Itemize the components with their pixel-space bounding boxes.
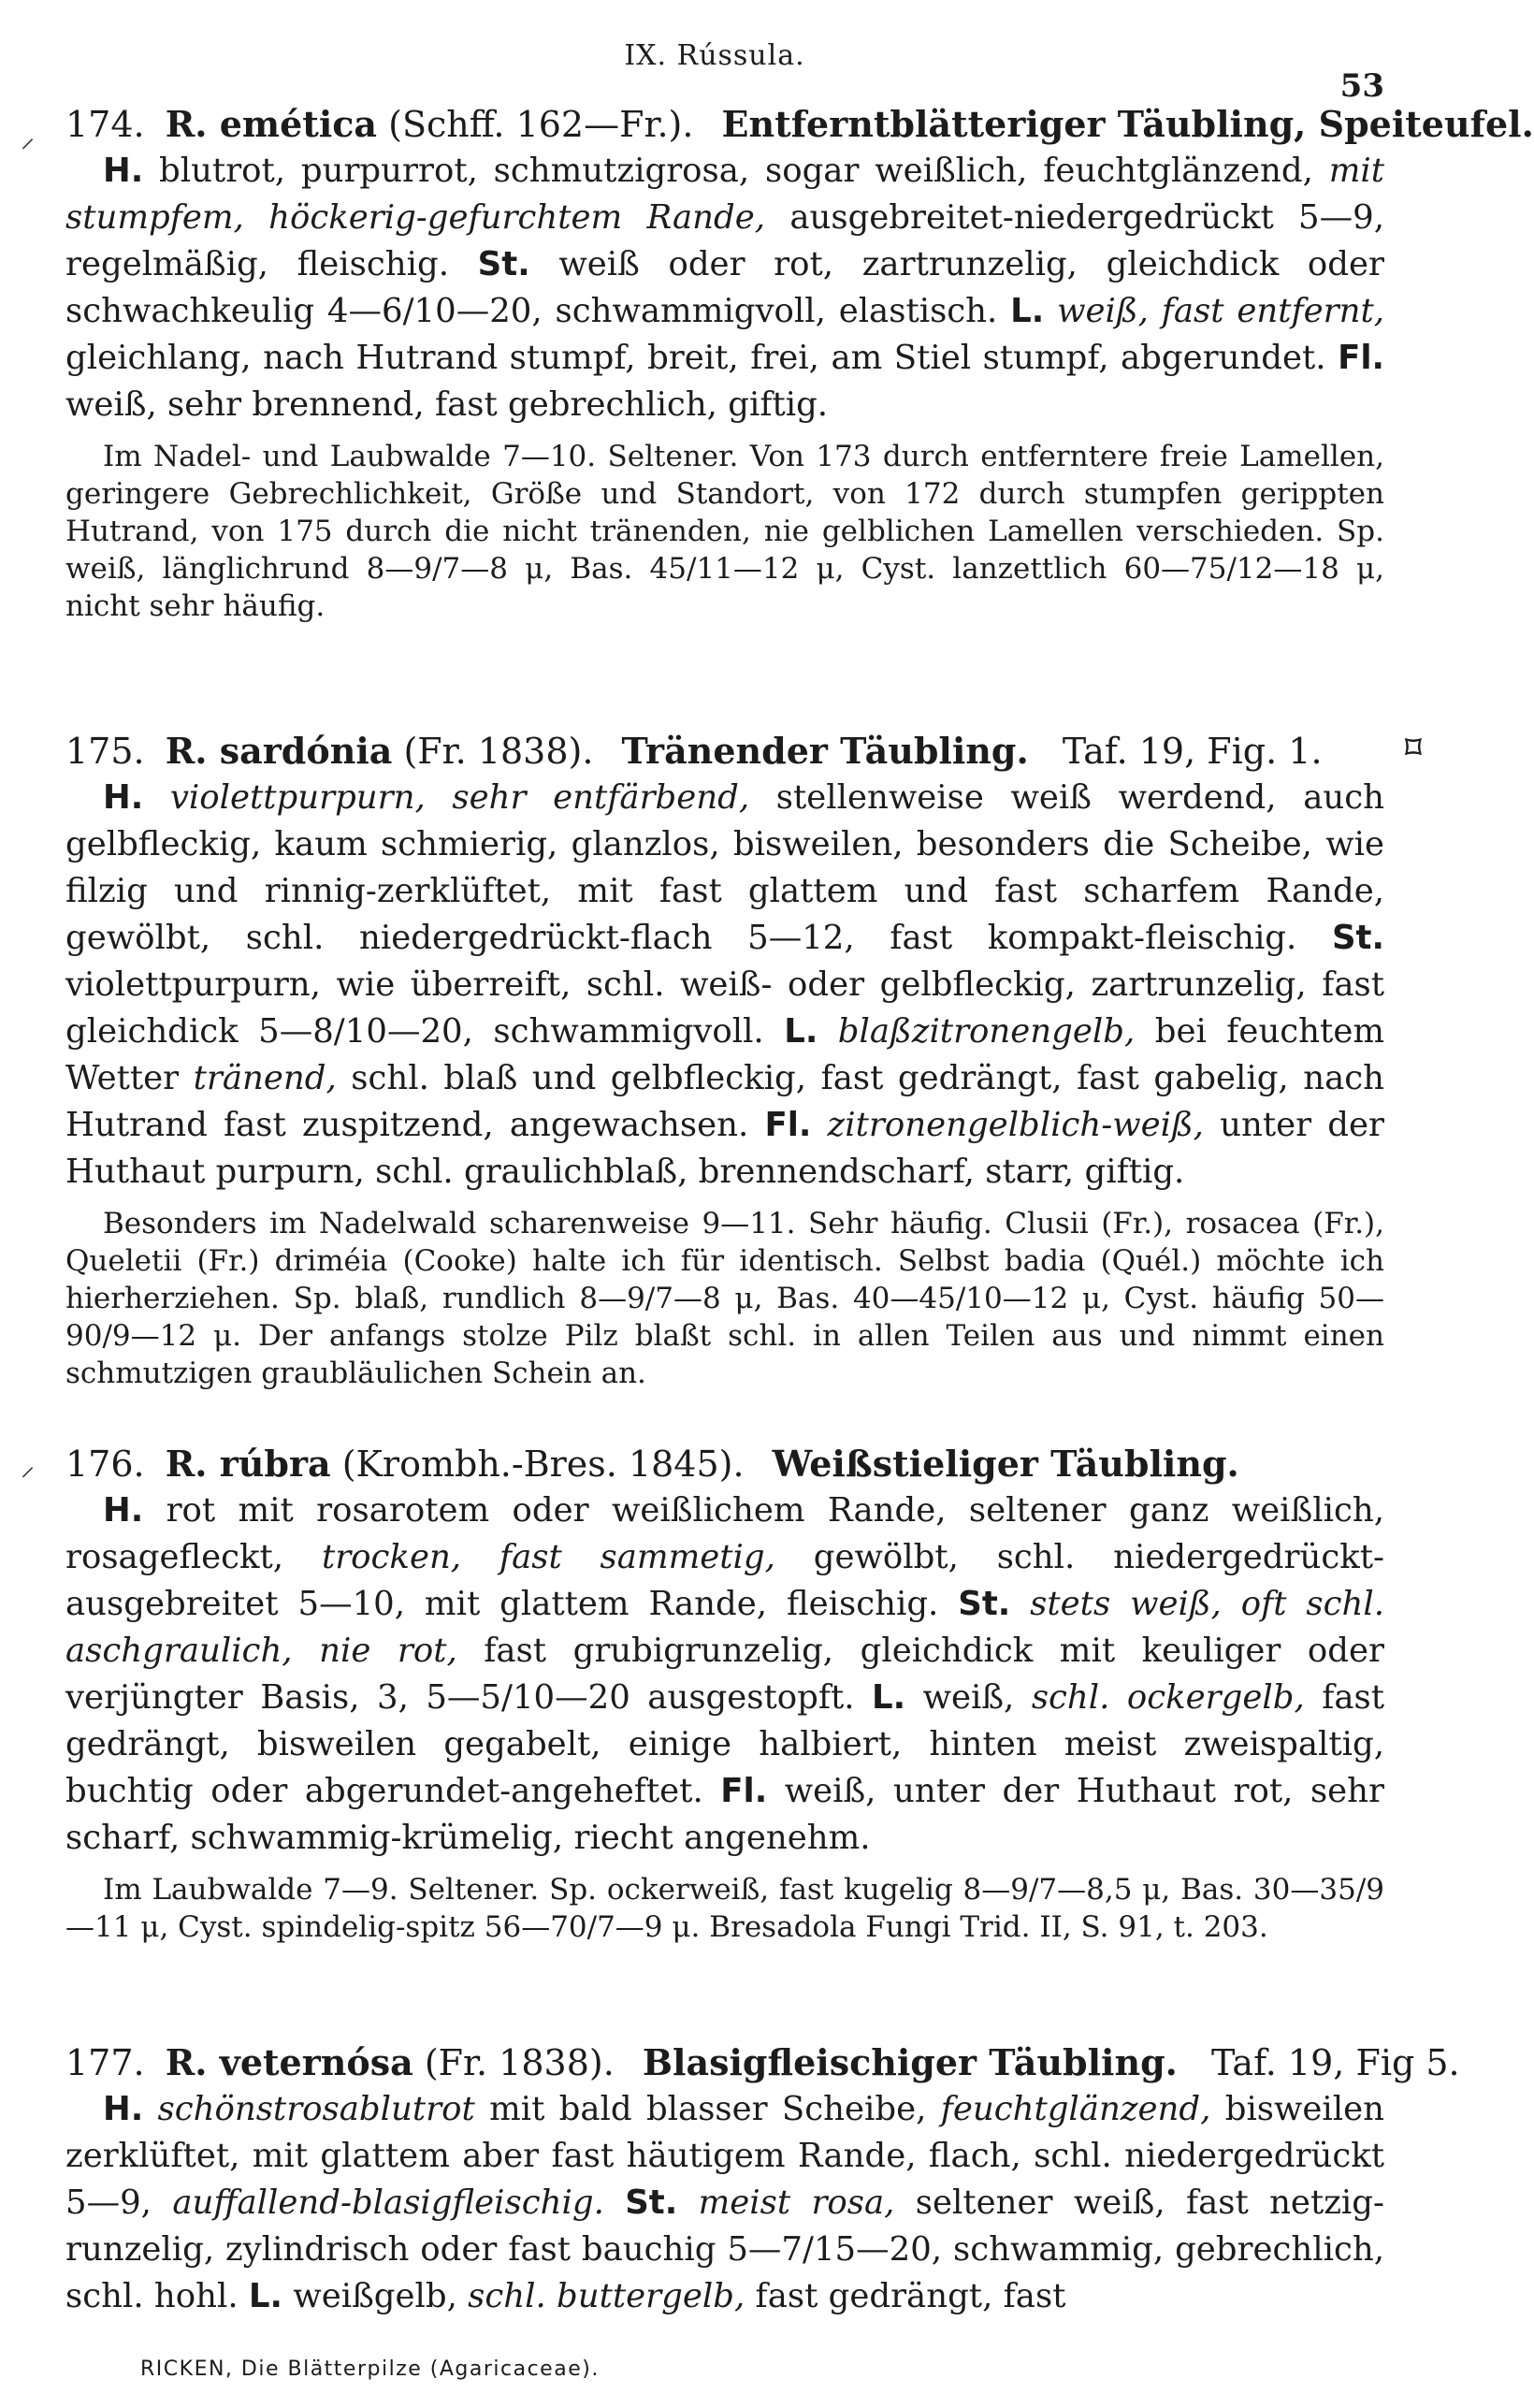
italic-text: blaßzitronengelb, [818, 1012, 1136, 1051]
description [65, 2086, 1384, 2320]
body-text: rot mit rosarotem oder weißlichem Rande, seltener ganz weißlich, rosagefleckt, [65, 1491, 1384, 1576]
field-key: L. [1010, 292, 1045, 330]
species-name: R. sardónia [165, 730, 393, 772]
body-text: violettpurpurn, wie überreift, schl. weiß- oder gelbfleckig, zartrunzelig, fast gleichdick 5—8/10—20, schwammigvoll. [65, 965, 1384, 1051]
italic-text: auffallend-blasigfleischig. [172, 2183, 604, 2222]
plate-reference: Taf. 19, Fig 5. [1211, 2042, 1460, 2083]
body-text: seltener weiß, fast netzig-runzelig, zylindrisch oder fast bauchig 5—7/15—20, schwammig, gebrechlich, schl. hohl. [65, 2183, 1384, 2315]
field-key: Fl. [1338, 339, 1384, 377]
italic-text: schl. buttergelb, [468, 2277, 745, 2315]
body-text: gewölbt, schl. niedergedrückt-ausgebreitet 5—10, mit glattem Rande, fleischig. [65, 1538, 1385, 1623]
body-text: unter der Huthaut purpurn, schl. graulichblaß, brennendscharf, starr, giftig. [65, 1106, 1384, 1191]
entry-176 [65, 1441, 1384, 1946]
body-text: fast gedrängt, fast [745, 2277, 1066, 2315]
body-text: weiß, unter der Huthaut rot, sehr scharf, schwammig-krümelig, riecht angenehm. [65, 1772, 1385, 1857]
field-key: Fl. [764, 1106, 812, 1144]
body-text: schl. blaß und gelbfleckig, fast gedrängt, fast gabelig, nach Hutrand fast zuspitzend, angewachsen. [65, 1059, 1384, 1144]
note: Im Nadel- und Laubwalde 7—10. Seltener. Von 173 durch entferntere freie Lamellen, geringere Gebrechlichkeit, Größe und Standort, von 172 durch stumpfen gerippten Hutrand, von 175 durch die nicht tränenden, nie gelblichen Lamellen verschieden. Sp. weiß, länglichrund 8—9/7—8 μ, Bas. 45/11—12 μ, Cyst. lanzettlich 60—75/12—18 μ, nicht sehr häufig. [65, 440, 1384, 623]
field-key: St. [625, 2183, 678, 2222]
body-text: blutrot, purpurrot, schmutzigrosa, sogar weißlich, feuchtglänzend, [143, 152, 1329, 190]
entry-number: 177. [65, 2042, 145, 2083]
entry-175 [65, 728, 1384, 1392]
field-key: L. [248, 2277, 283, 2315]
entry-number: 175. [65, 731, 145, 772]
body-text: stellenweise weiß werdend, auch gelbfleckig, kaum schmierig, glanzlos, bisweilen, besonders die Scheibe, wie filzig und rinnig-zerklüftet, mit fast glattem und fast scharfem Rande, gewölbt, schl. niedergedrückt-flach 5—12, fast kompakt-fleischig. [65, 778, 1384, 957]
field-key: H. [103, 152, 144, 190]
species-name: R. rúbra [165, 1443, 331, 1485]
authority: (Fr. 1838). [424, 2042, 615, 2083]
entry-number: 174. [65, 104, 145, 145]
italic-text: tränend, [193, 1059, 337, 1097]
field-key: H. [103, 778, 144, 817]
body-text [604, 2183, 625, 2222]
body-text: ausgebreitet-niedergedrückt 5—9, regelmäßig, fleischig. [65, 198, 1385, 283]
italic-text: schl. ockergelb, [1031, 1678, 1305, 1717]
field-key: L. [872, 1678, 906, 1717]
italic-text: stets weiß, oft schl. aschgraulich, nie rot, [65, 1585, 1385, 1670]
note: Im Laubwalde 7—9. Seltener. Sp. ockerweiß, fast kugelig 8—9/7—8,5 μ, Bas. 30—35/9—11 μ, Cyst. spindelig-spitz 56—70/7—9 μ. Bresadola Fungi Trid. II, S. 91, t. 203. [65, 1873, 1384, 1944]
body-text: weißgelb, [282, 2277, 469, 2315]
field-key: Fl. [720, 1772, 768, 1810]
italic-text: mit stumpfem, höckerig-gefurchtem Rande, [65, 152, 1384, 237]
description [65, 775, 1384, 1196]
body-text: mit bald blasser Scheibe, [474, 2090, 941, 2128]
common-name: Weißstieliger Täubling. [772, 1443, 1239, 1485]
running-head: IX. Rússula. [624, 39, 805, 72]
authority: (Schff. 162—Fr.). [388, 104, 694, 145]
authority: (Fr. 1838). [403, 731, 594, 772]
entry-heading [65, 728, 1384, 775]
plate-reference: Taf. 19, Fig. 1. [1062, 731, 1323, 772]
entry-heading [65, 101, 1534, 148]
footer-imprint: RICKEN, Die Blätterpilze (Agaricaceae). [140, 2357, 600, 2381]
side-mark: ⌑ [1404, 730, 1422, 767]
margin-mark-176: ⸝ [21, 1450, 35, 1483]
field-key: L. [784, 1012, 818, 1051]
margin-mark-174: ⸝ [21, 122, 35, 154]
italic-text: meist rosa, [677, 2183, 895, 2222]
note: Besonders im Nadelwald scharenweise 9—11. Sehr häufig. Clusii (Fr.), rosacea (Fr.), Queletii (Fr.) driméia (Cooke) halte ich für identisch. Selbst badia (Quél.) möchte ich hierherziehen. Sp. blaß, rundlich 8—9/7—8 μ, Bas. 40—45/10—12 μ, Cyst. häufig 50—90/9—12 μ. Der anfangs stolze Pilz blaßt schl. in allen Teilen aus und nimmt einen schmutzigen graubläulichen Schein an. [65, 1207, 1384, 1390]
species-name: R. emética [165, 103, 378, 145]
body-text: bei feuchtem Wetter [65, 1012, 1384, 1097]
italic-text: schönstrosablutrot [143, 2090, 475, 2128]
page-number: 53 [1339, 67, 1384, 105]
common-name: Blasigfleischiger Täubling. [642, 2041, 1178, 2083]
entry-174 [65, 101, 1534, 625]
field-key: St. [958, 1585, 1011, 1623]
italic-text: violettpurpurn, sehr entfärbend, [143, 778, 750, 817]
entry-number: 176. [65, 1443, 145, 1485]
entry-heading [65, 1441, 1384, 1487]
description [65, 148, 1384, 428]
entry-177 [65, 2039, 1460, 2320]
body-text: weiß, [905, 1678, 1032, 1717]
species-name: R. veternósa [165, 2041, 413, 2083]
authority: (Krombh.-Bres. 1845). [341, 1443, 745, 1485]
body-text: fast gedrängt, bisweilen gegabelt, einige halbiert, hinten meist zweispaltig, buchtig oder abgerundet-angeheftet. [65, 1678, 1384, 1810]
body-text: gleichlang, nach Hutrand stumpf, breit, frei, am Stiel stumpf, abgerundet. [65, 339, 1339, 377]
body-text: bisweilen zerklüftet, mit glattem aber fast häutigem Rande, flach, schl. niedergedrückt 5—9, [65, 2090, 1384, 2222]
field-key: H. [103, 1491, 144, 1530]
field-key: St. [477, 245, 530, 283]
body-text: fast grubigrunzelig, gleichdick mit keuliger oder verjüngter Basis, 3, 5—5/10—20 ausgestopft. [65, 1632, 1385, 1717]
italic-text: weiß, fast entfernt, [1044, 292, 1384, 330]
body-text: weiß, sehr brennend, fast gebrechlich, giftig. [65, 385, 829, 424]
italic-text: zitronengelblich-weiß, [811, 1106, 1204, 1144]
italic-text: trocken, fast sammetig, [321, 1538, 775, 1576]
field-key: St. [1331, 919, 1384, 957]
common-name: Entferntblätteriger Täubling, Speiteufel. [721, 103, 1534, 145]
description [65, 1487, 1384, 1862]
field-key: H. [103, 2090, 144, 2128]
italic-text: feuchtglänzend, [940, 2090, 1211, 2128]
body-text: weiß oder rot, zartrunzelig, gleichdick oder schwachkeulig 4—6/10—20, schwammigvoll, elastisch. [65, 245, 1385, 330]
common-name: Tränender Täubling. [621, 730, 1029, 772]
entry-heading [65, 2039, 1460, 2086]
